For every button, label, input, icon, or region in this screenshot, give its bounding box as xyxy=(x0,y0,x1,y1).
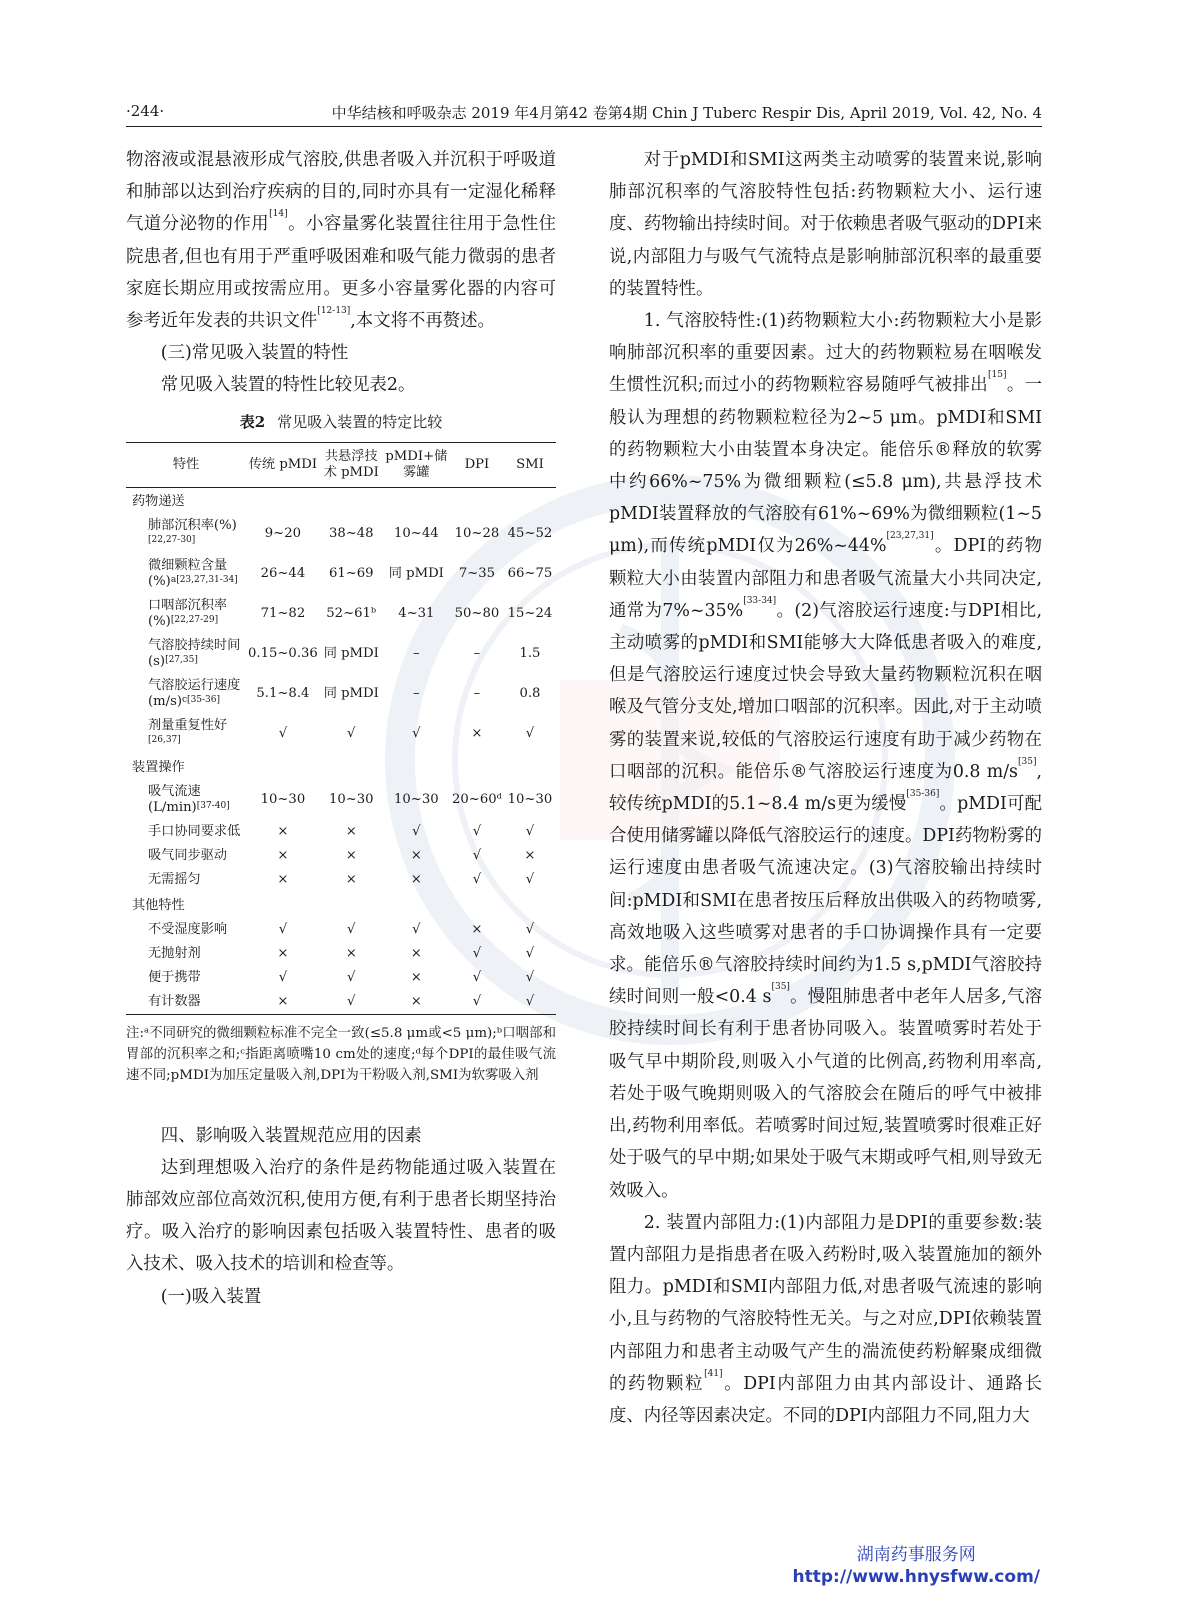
table-row xyxy=(126,594,556,634)
reference: [37-40] xyxy=(196,800,230,811)
reference: [41] xyxy=(704,1368,723,1379)
table-cell: 50~80 xyxy=(454,605,500,621)
table-cell: √ xyxy=(278,969,288,985)
row-label: 无抛射剂 xyxy=(148,945,201,961)
table-cell: × xyxy=(345,823,357,839)
table-cell: √ xyxy=(525,823,535,839)
table-cell: √ xyxy=(525,945,535,961)
paragraph: 达到理想吸入治疗的条件是药物能通过吸入装置在肺部效应部位高效沉积,使用方便,有利于患者长期坚持治疗。吸入治疗的影响因素包括吸入装置特性、患者的吸入技术、吸入技术的培训和检查等。 xyxy=(126,1157,556,1275)
row-label: 口咽部沉积率(%)[22,27-29] xyxy=(148,597,228,629)
column-header: pMDI+储雾罐 xyxy=(385,448,448,480)
table-cell: 10~28 xyxy=(454,525,500,541)
table-cell: × xyxy=(410,945,422,961)
table-cell: 同 pMDI xyxy=(323,685,379,701)
section-label: 其他特性 xyxy=(132,897,185,913)
table-row xyxy=(126,990,556,1015)
table-cell: × xyxy=(410,993,422,1009)
reference: [26,37] xyxy=(148,734,181,745)
table-cell: √ xyxy=(347,993,356,1009)
table-cell: × xyxy=(277,871,289,887)
table-section-row xyxy=(126,892,556,918)
site-url[interactable]: http://www.hnysfww.com/ xyxy=(792,1567,1040,1587)
table-cell: 10~44 xyxy=(394,525,439,541)
table-cell: 52~61ᵇ xyxy=(326,605,377,621)
paragraph: 物溶液或混悬液形成气溶胶,供患者吸入并沉积于呼吸道和肺部以达到治疗疾病的目的,同时亦具有一定湿化稀释气道分泌物的作用[14]。小容量雾化装置往往用于急性住院患者,但也有用于严重呼吸困难和吸气能力微弱的患者家庭长期应用或按需应用。更多小容量雾化器的内容可参考近年发表的共识文件[12-13],本文将不再赘述。 xyxy=(126,150,556,332)
table-row xyxy=(126,634,556,674)
row-label: 气溶胶运行速度$(m/s)^{c[35-36]}$ xyxy=(148,677,241,709)
table-cell: × xyxy=(277,847,289,863)
site-watermark xyxy=(793,1544,1041,1588)
right-column xyxy=(609,144,1042,1432)
reference: [35] xyxy=(771,982,790,993)
reference: a[23,27,31-34] xyxy=(170,574,238,585)
paragraph: 1. 气溶胶特性:(1)药物颗粒大小:药物颗粒大小是影响肺部沉积率的重要因素。过大的药物颗粒易在咽喉发生惯性沉积;而过小的药物颗粒容易随呼气被排出[15]。一般认为理想的药物颗粒粒径为2~5 μm。pMDI和SMI的药物颗粒大小由装置本身决定。能倍乐®释放的软雾中约66%~75%为微细颗粒(≤5.8 μm),共悬浮技术pMDI装置释放的气溶胶有61%~69%为微细颗粒(1~5 μm),而传统pMDI仅为26%~44%[23,27,31]。DPI的药物颗粒大小由装置内部阻力和患者吸气流量大小共同决定,通常为7%~35%[33-34]。(2)气溶胶运行速度:与DPI相比,主动喷雾的pMDI和SMI能够大大降低患者吸入的难度,但是气溶胶运行速度过快会导致大量药物颗粒沉积在咽喉及气管分支处,增加口咽部的沉积率。因此,对于主动喷雾的装置来说,较低的气溶胶运行速度有助于减少药物在口咽部的沉积。能倍乐®气溶胶运行速度为0.8 m/s[35],较传统pMDI的5.1~8.4 m/s更为缓慢[35-36]。pMDI可配合使用储雾罐以降低气溶胶运行的速度。DPI药物粉雾的运行速度由患者吸气流速决定。(3)气溶胶输出持续时间:pMDI和SMI在患者按压后释放出供吸入的药物喷雾,高效地吸入这些喷雾对患者的手口协调操作具有一定要求。能倍乐®气溶胶持续时间约为1.5 s,pMDI气溶胶持续时间则一般<0.4 s[35]。慢阻肺患者中老年人居多,气溶胶持续时间长有利于患者协同吸入。装置喷雾时若处于吸气早中期阶段,则吸入小气道的比例高,药物利用率高,若处于吸气晚期则吸入的气溶胶会在随后的呼气中被排出,药物利用率低。若喷雾时间过短,装置喷雾时很难正好处于吸气的早中期;如果处于吸气末期或呼气相,则导致无效吸入。 xyxy=(609,311,1042,1201)
reference: [33-34] xyxy=(743,595,777,606)
table-cell: × xyxy=(277,945,289,961)
section-heading: (三)常见吸入装置的特性 xyxy=(160,343,349,364)
site-name: 湖南药事服务网 xyxy=(856,1545,976,1565)
reference: c[35-36] xyxy=(182,694,221,705)
table-cell: √ xyxy=(412,823,421,839)
table-cell: √ xyxy=(525,969,535,985)
table-cell: × xyxy=(277,823,289,839)
reference: [35-36] xyxy=(906,789,940,800)
table-cell: × xyxy=(410,847,422,863)
table-cell: × xyxy=(524,847,536,863)
table-cell: √ xyxy=(278,725,288,741)
section-label: 药物递送 xyxy=(132,493,185,509)
table-row xyxy=(126,868,556,892)
reference: [22,27-29] xyxy=(170,614,219,625)
table-cell: 71~82 xyxy=(260,605,306,621)
table-cell: 同 pMDI xyxy=(388,565,444,581)
table-cell: × xyxy=(345,945,357,961)
table-cell: × xyxy=(471,725,483,741)
table-cell: 66~75 xyxy=(507,565,553,581)
table-cell: × xyxy=(345,871,357,887)
table-cell: √ xyxy=(472,823,482,839)
table-cell: 0.8 xyxy=(519,685,541,701)
table-cell: √ xyxy=(472,993,482,1009)
table-cell: 61~69 xyxy=(328,565,374,581)
table-cell: – xyxy=(473,645,481,661)
row-label: 无需摇匀 xyxy=(148,871,201,887)
table-header-row xyxy=(126,442,556,487)
reference: [15] xyxy=(988,370,1007,381)
column-header: 传统 pMDI xyxy=(248,456,318,472)
table-cell: √ xyxy=(472,847,482,863)
table-cell: – xyxy=(473,685,481,701)
table-cell: √ xyxy=(347,921,356,937)
table-cell: 5.1~8.4 xyxy=(256,685,310,701)
table-cell: 45~52 xyxy=(507,525,553,541)
table-cell: √ xyxy=(525,725,535,741)
row-label: 有计数器 xyxy=(148,993,201,1009)
table-cell: 9~20 xyxy=(264,525,302,541)
table-cell: 26~44 xyxy=(260,565,306,581)
reference: [22,27-30] xyxy=(148,534,196,545)
table-row xyxy=(126,942,556,966)
comparison-table xyxy=(126,442,556,1015)
table-cell: 10~30 xyxy=(260,791,306,807)
table-row xyxy=(126,844,556,868)
table-cell: – xyxy=(413,685,420,701)
table-cell: √ xyxy=(347,969,356,985)
table-cell: × xyxy=(345,847,357,863)
row-label: 便于携带 xyxy=(148,969,201,985)
table-cell: × xyxy=(410,871,422,887)
page-number: ·244· xyxy=(126,102,165,120)
table-cell: – xyxy=(413,645,420,661)
table-cell: √ xyxy=(525,871,535,887)
row-label: 微细颗粒含量(%)$^{a[23,27,31-34]}$ xyxy=(148,557,238,589)
table-cell: 同 pMDI xyxy=(323,645,379,661)
table-note: 注:ᵃ不同研究的微细颗粒标准不完全一致(≤5.8 μm或<5 μm);ᵇ口咽部和胃部的沉积率之和;ᶜ指距离喷嘴10 cm处的速度;ᵈ每个DPI的最佳吸气流速不同;pMDI为加压定量吸入剂,DPI为干粉吸入剂,SMI为软雾吸入剂 xyxy=(126,1025,556,1083)
table-cell: 20~60ᵈ xyxy=(452,791,502,807)
table-cell: √ xyxy=(412,725,421,741)
table-row xyxy=(126,966,556,990)
table-cell: 1.5 xyxy=(519,645,541,661)
column-header: SMI xyxy=(516,456,544,472)
table-cell: √ xyxy=(472,969,482,985)
table-cell: √ xyxy=(412,921,421,937)
table-cell: √ xyxy=(472,871,482,887)
table-cell: 38~48 xyxy=(328,525,374,541)
table-cell: × xyxy=(410,969,422,985)
section-heading: (一)吸入装置 xyxy=(160,1286,262,1307)
column-header: DPI xyxy=(464,456,490,472)
table-section-row xyxy=(126,754,556,780)
table-cell: √ xyxy=(525,921,535,937)
row-label: 肺部沉积率(%)[22,27-30] xyxy=(148,517,237,545)
paragraph: 对于pMDI和SMI这两类主动喷雾的装置来说,影响肺部沉积率的气溶胶特性包括:药物颗粒大小、运行速度、药物输出持续时间。对于依赖患者吸气驱动的DPI来说,内部阻力与吸气气流特点是影响肺部沉积率的最重要的装置特性。 xyxy=(609,150,1042,299)
section-heading: 四、影响吸入装置规范应用的因素 xyxy=(160,1125,422,1146)
table-row xyxy=(126,918,556,942)
reference: [23,27,31] xyxy=(886,531,934,542)
row-label: 手口协同要求低 xyxy=(148,823,241,839)
table-row xyxy=(126,554,556,594)
table-cell: 10~30 xyxy=(394,791,439,807)
table-cell: 10~30 xyxy=(507,791,553,807)
journal-citation: 中华结核和呼吸杂志 2019 年4月第42 卷第4期 Chin J Tuberc Respir Dis, April 2019, Vol. 42, No. 4 xyxy=(331,104,1042,122)
row-label: 吸气同步驱动 xyxy=(148,847,228,863)
row-label: 不受湿度影响 xyxy=(148,921,228,937)
table-cell: 15~24 xyxy=(507,605,553,621)
row-label: 剂量重复性好[26,37] xyxy=(148,717,228,745)
table-cell: 7~35 xyxy=(458,565,496,581)
column-header: 共悬浮技术 pMDI xyxy=(323,448,379,480)
reference: [27,35] xyxy=(165,654,198,665)
table-cell: × xyxy=(471,921,483,937)
table-cell: √ xyxy=(347,725,356,741)
table-row xyxy=(126,820,556,844)
table-cell: √ xyxy=(278,921,288,937)
reference: [14] xyxy=(269,209,288,220)
row-label: 气溶胶持续时间(s)[27,35] xyxy=(148,637,241,669)
paragraph: 常见吸入装置的特性比较见表2。 xyxy=(160,375,416,396)
table-cell: 4~31 xyxy=(398,605,435,621)
row-label: 吸气流速(L/min)[37-40] xyxy=(148,783,230,815)
table-cell: 0.15~0.36 xyxy=(248,645,318,661)
table-caption: 表2 常见吸入装置的特定比较 xyxy=(239,412,443,431)
reference: [12-13] xyxy=(317,306,351,317)
left-column xyxy=(126,144,556,1313)
table-row xyxy=(126,714,556,754)
table-row xyxy=(126,674,556,714)
table-cell: × xyxy=(277,993,289,1009)
paragraph: 2. 装置内部阻力:(1)内部阻力是DPI的重要参数:装置内部阻力是指患者在吸入药粉时,吸入装置施加的额外阻力。pMDI和SMI内部阻力低,对患者吸气流速的影响小,且与药物的气溶胶特性无关。与之对应,DPI依赖装置内部阻力和患者主动吸气产生的湍流使药粉解聚成细微的药物颗粒[41]。DPI内部阻力由其内部设计、通路长度、内径等因素决定。不同的DPI内部阻力不同,阻力大 xyxy=(609,1212,1042,1426)
table-section-row xyxy=(126,487,556,514)
reference: [35] xyxy=(1017,756,1037,767)
table-cell: √ xyxy=(525,993,535,1009)
table-row xyxy=(126,780,556,820)
section-label: 装置操作 xyxy=(132,759,185,775)
running-header xyxy=(126,100,1042,127)
column-header: 特性 xyxy=(172,456,200,472)
table-cell: √ xyxy=(472,945,482,961)
table-row xyxy=(126,514,556,554)
table-cell: 10~30 xyxy=(328,791,374,807)
